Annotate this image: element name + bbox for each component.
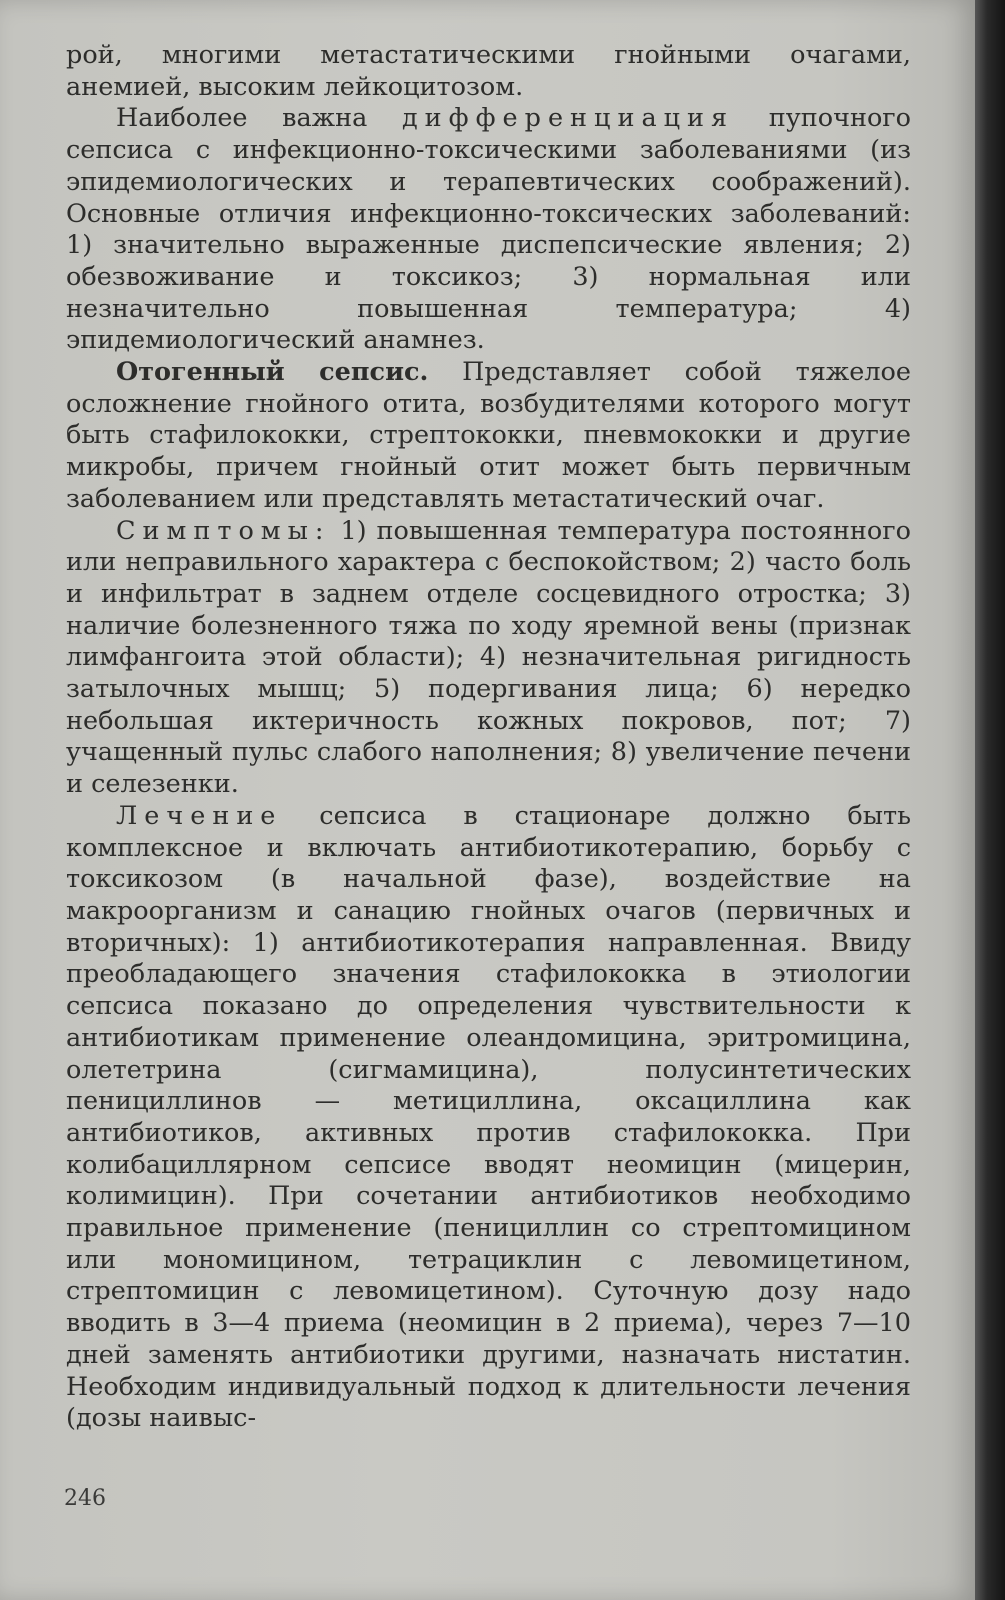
paragraph-continuation — [66, 40, 911, 103]
paragraph-text-before: Наиболее важна — [116, 103, 402, 134]
paragraph-symptoms — [66, 516, 911, 801]
paragraph-otogenic-sepsis — [66, 357, 911, 516]
paragraph-text: Представляет собой тяжелое осложнение гнойного отита, возбудителями которого могут быть стафилококки, стрептококки, пневмококки и другие микробы, причем гнойный отит может быть первичным заболеванием или представлять метастатический очаг. — [66, 357, 911, 514]
paragraph-text: сепсиса в стационаре должно быть комплексное и включать антибиотикотерапию, борьбу с токсикозом (в начальной фазе), воздействие на макроорганизм и санацию гнойных очагов (первичных и вторичных): 1) антибиотикотерапия направленная. Ввиду преобладающего значения стафилококка в этиологии сепсиса показано до определения чувствительности к антибиотикам применение олеандомицина, эритромицина, олететрина (сигмамицина), полусинтетических пенициллинов — метициллина, оксациллина как антибиотиков, активных против стафилококка. При колибациллярном сепсисе вводят неомицин (мицерин, колимицин). При сочетании антибиотиков необходимо правильное применение (пенициллин со стрептомицином или мономицином, тетрациклин с левомицетином, стрептомицин с левомицетином). Суточную дозу надо вводить в 3—4 приема (неомицин в 2 приема), через 7—10 дней заменять антибиотики другими, назначать нистатин. Необходим индивидуальный подход к длительности лечения (дозы наивыс- — [66, 800, 911, 1434]
book-spine-shadow — [975, 0, 1005, 1600]
spaced-term-treatment: Лечение — [116, 800, 283, 831]
page-text — [66, 40, 911, 1435]
paragraph-treatment — [66, 801, 911, 1435]
spaced-term-symptoms: Симптомы: — [116, 515, 331, 546]
paragraph-text: 1) повышенная температура постоянного или неправильного характера с беспокойством; 2) часто боль и инфильтрат в заднем отделе сосцевидного отростка; 3) наличие болезненного тяжа по ходу яремной вены (признак лимфангоита этой области); 4) незначительная ригидность затылочных мышц; 5) подергивания лица; 6) нередко небольшая иктеричность кожных покровов, пот; 7) учащенный пульс слабого наполнения; 8) увеличение печени и селезенки. — [66, 515, 911, 800]
bold-term-otogenic-sepsis: Отогенный сепсис. — [116, 357, 429, 388]
paragraph-differentiation — [66, 103, 911, 357]
spaced-term-differentiation: дифференциация — [401, 103, 735, 134]
page-number: 246 — [64, 1486, 106, 1511]
paragraph-text: пупочного сепсиса с инфекционно-токсическими заболеваниями (из эпидемиологических и терапевтических соображений). Основные отличия инфекционно-токсических заболеваний: 1) значительно выраженные диспепсические явления; 2) обезвоживание и токсикоз; 3) нормальная или незначительно повышенная температура; 4) эпидемиологический анамнез. — [66, 103, 912, 356]
paragraph-text: рой, многими метастатическими гнойными очагами, анемией, высоким лейкоцитозом. — [66, 40, 911, 102]
